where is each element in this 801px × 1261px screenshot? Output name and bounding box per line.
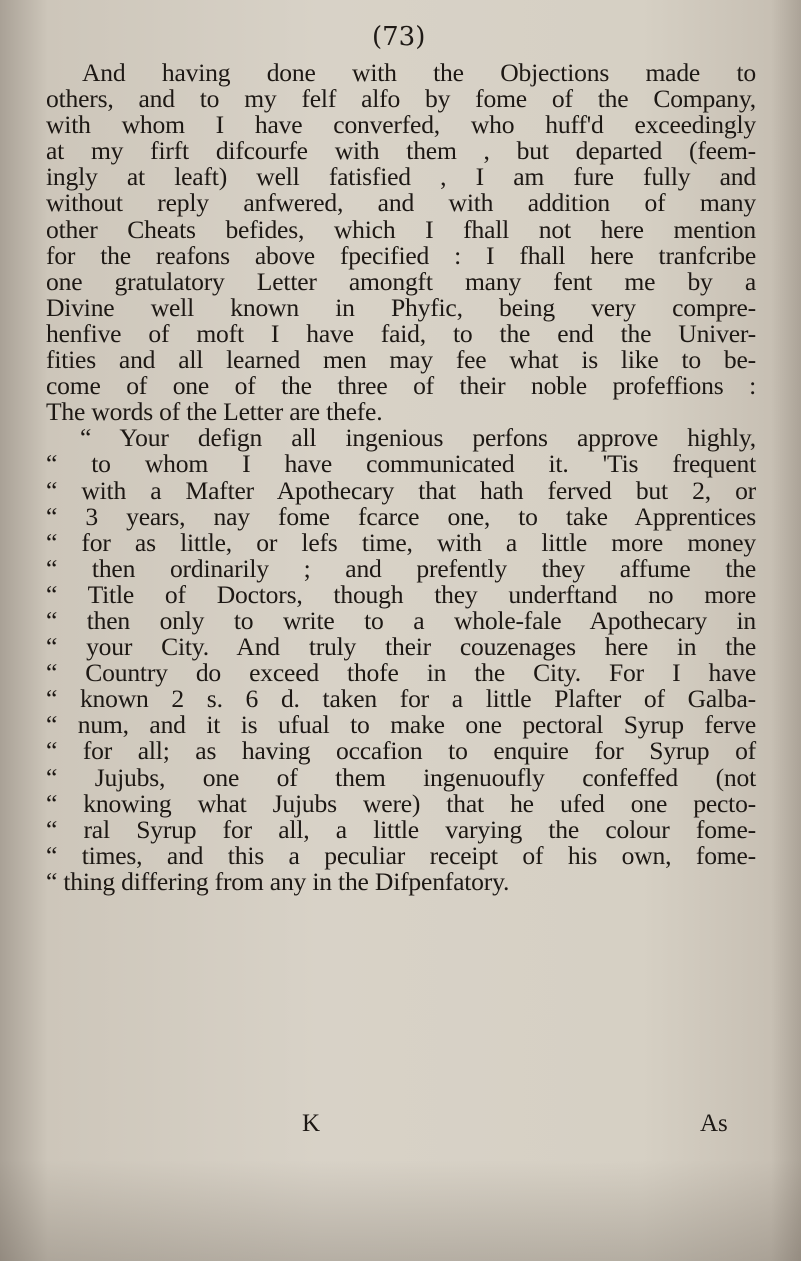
page-edge-shadow [771, 0, 801, 1261]
page-bottom-shadow [0, 1160, 801, 1261]
quoted-line: “ knowing what Jujubs were) that he ufed one pecto- [46, 788, 756, 818]
signature-mark: K [302, 1110, 321, 1137]
quoted-line: “ for all; as having occafion to enquire for Syrup of [46, 736, 756, 766]
text-line: And having done with the Objections made to [82, 58, 756, 87]
text-line: Divine well known in Phyfic, being very compre- [46, 292, 756, 322]
text-line: without reply anfwered, and with addition of many [46, 188, 756, 218]
quoted-line: “ with a Mafter Apothecary that hath ferved but 2, or [46, 475, 756, 505]
quoted-line: “ then ordinarily ; and prefently they affume the [46, 553, 756, 583]
page-number: (73) [372, 22, 426, 52]
quoted-line: “ ral Syrup for all, a little varying the colour fome- [46, 814, 756, 844]
text-line: other Cheats befides, which I fhall not here mention [46, 214, 756, 244]
text-line: ingly at leaft) well fatisfied , I am fure fully and [46, 162, 756, 192]
quoted-line: “ Jujubs, one of them ingenuoufly confeffed (not [46, 762, 756, 792]
text-line: henfive of moft I have faid, to the end the Univer- [46, 318, 756, 348]
quoted-line: “ known 2 s. 6 d. taken for a little Plafter of Galba- [46, 684, 756, 714]
catchword: As [700, 1110, 728, 1137]
text-line: for the reafons above fpecified : I fhall here tranfcribe [46, 240, 756, 270]
text-line: The words of the Letter are thefe. [46, 397, 383, 427]
quoted-line: “ Country do exceed thofe in the City. For I have [46, 658, 756, 688]
quoted-line: “ to whom I have communicated it. 'Tis frequent [46, 449, 756, 479]
quoted-line: “ num, and it is ufual to make one pectoral Syrup ferve [46, 710, 756, 740]
text-line: at my firft difcourfe with them , but departed (feem- [46, 136, 756, 166]
text-line: others, and to my felf alfo by fome of the Company, [46, 84, 756, 114]
quoted-line: “ times, and this a peculiar receipt of his own, fome- [46, 840, 756, 870]
text-line: come of one of the three of their noble profeffions : [46, 371, 756, 401]
quoted-line: “ for as little, or lefs time, with a little more money [46, 527, 756, 557]
text-line: with whom I have converfed, who huff'd exceedingly [46, 110, 756, 140]
quoted-line: “ then only to write to a whole-fale Apothecary in [46, 605, 756, 635]
text-line: fities and all learned men may fee what is like to be- [46, 345, 756, 375]
quoted-line: “ thing differing from any in the Difpenfatory. [46, 866, 510, 896]
text-line: one gratulatory Letter amongft many fent me by a [46, 266, 756, 296]
quoted-line: “ Title of Doctors, though they underftand no more [46, 579, 756, 609]
quoted-line: “ your City. And truly their couzenages here in the [46, 632, 756, 662]
quoted-line: “ 3 years, nay fome fcarce one, to take Apprentices [46, 501, 756, 531]
quoted-line: “ Your defign all ingenious perfons approve highly, [80, 423, 756, 453]
body-text [46, 60, 756, 895]
